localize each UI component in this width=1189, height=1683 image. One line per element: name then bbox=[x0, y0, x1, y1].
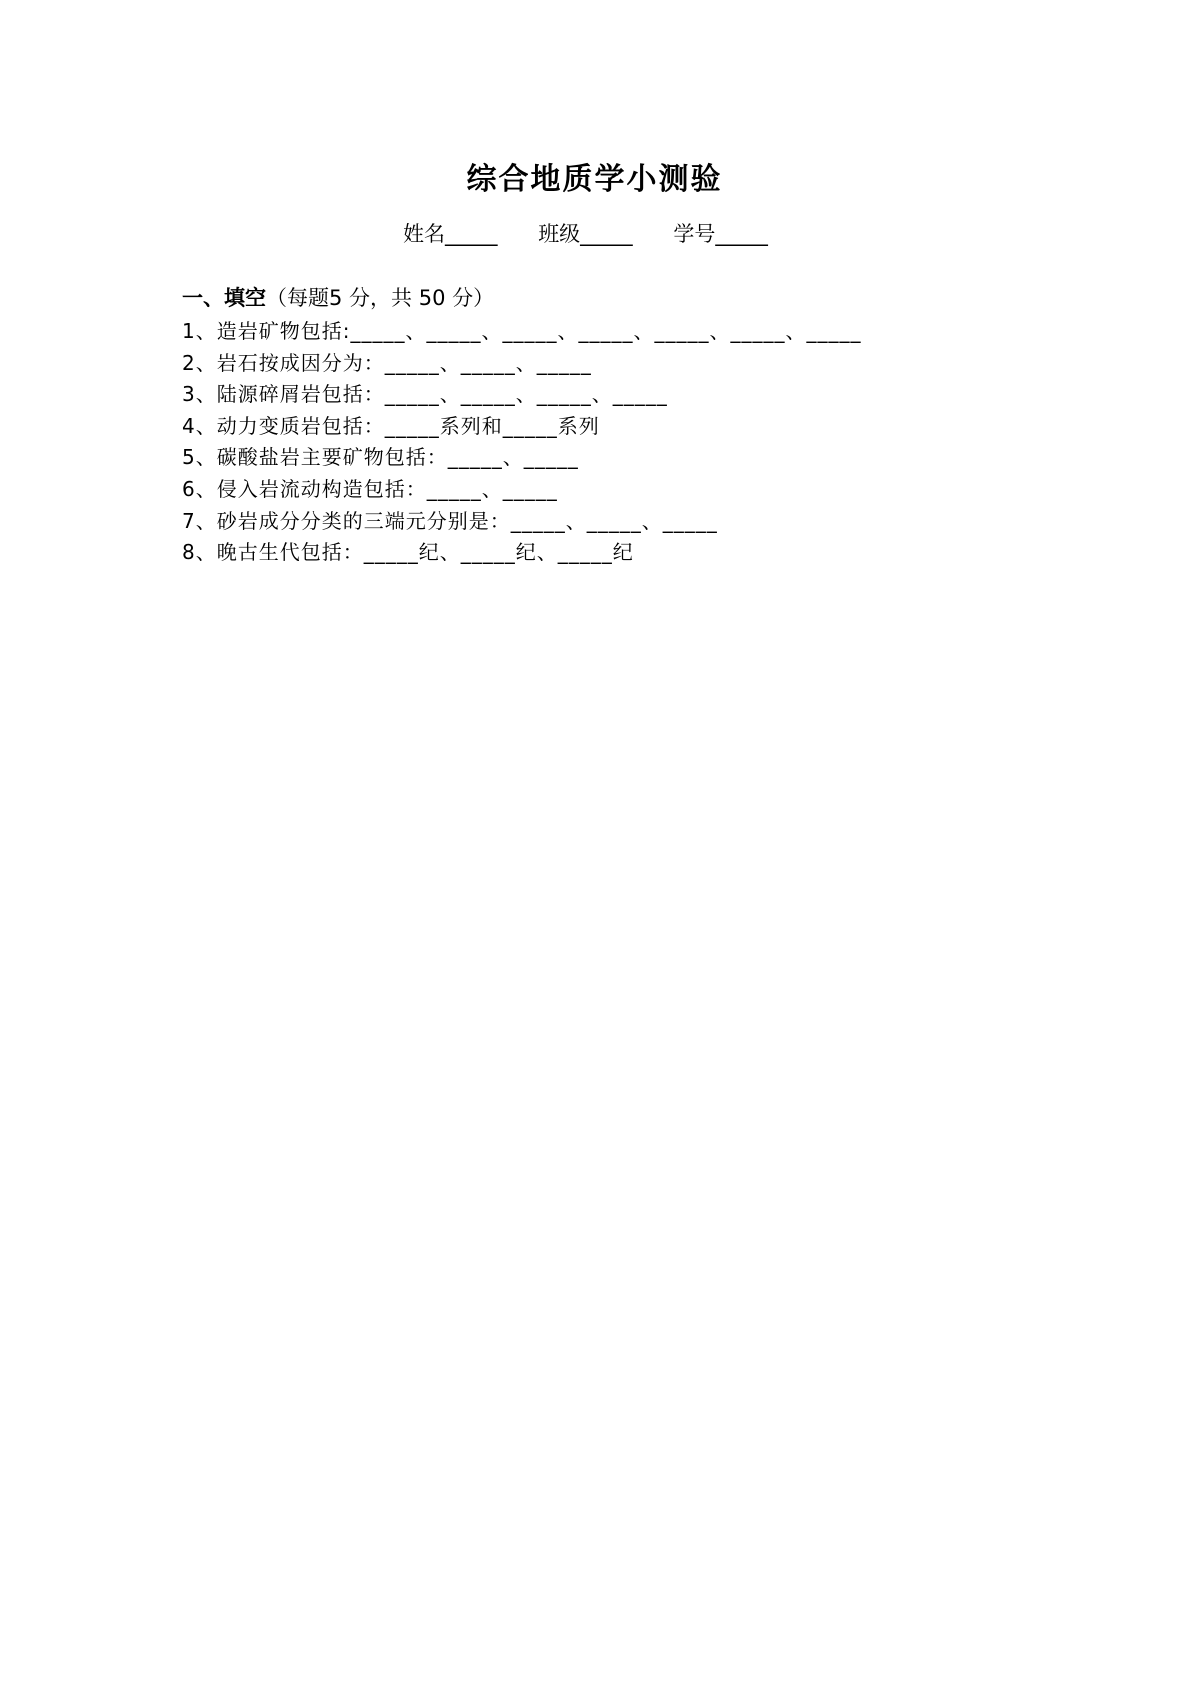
section-heading bbox=[182, 280, 1012, 316]
section-heading-note: （每题5 分，共 50 分） bbox=[266, 286, 495, 310]
question-2: 2、岩石按成因分为：_____、_____、_____ bbox=[182, 350, 592, 375]
question-6: 6、侵入岩流动构造包括：_____、_____ bbox=[182, 476, 558, 501]
question-4: 4、动力变质岩包括：_____系列和_____系列 bbox=[182, 413, 600, 438]
question-1: 1、造岩矿物包括:_____、_____、_____、_____、_____、_____、_____ bbox=[182, 319, 862, 343]
name-field: 姓名_____ bbox=[403, 222, 498, 246]
fill-in-section bbox=[182, 280, 1012, 569]
student-id-field: 学号_____ bbox=[673, 222, 768, 246]
student-info-row bbox=[403, 219, 903, 249]
question-7: 7、砂岩成分分类的三端元分别是：_____、_____、_____ bbox=[182, 508, 718, 533]
question-5: 5、碳酸盐岩主要矿物包括：_____、_____ bbox=[182, 445, 579, 470]
quiz-title: 综合地质学小测验 bbox=[466, 162, 723, 197]
question-8: 8、晚古生代包括：_____纪、_____纪、_____纪 bbox=[182, 540, 634, 565]
class-field: 班级_____ bbox=[538, 222, 633, 246]
section-heading-lead: 一、填空 bbox=[182, 286, 266, 310]
question-3: 3、陆源碎屑岩包括：_____、_____、_____、_____ bbox=[182, 382, 668, 407]
